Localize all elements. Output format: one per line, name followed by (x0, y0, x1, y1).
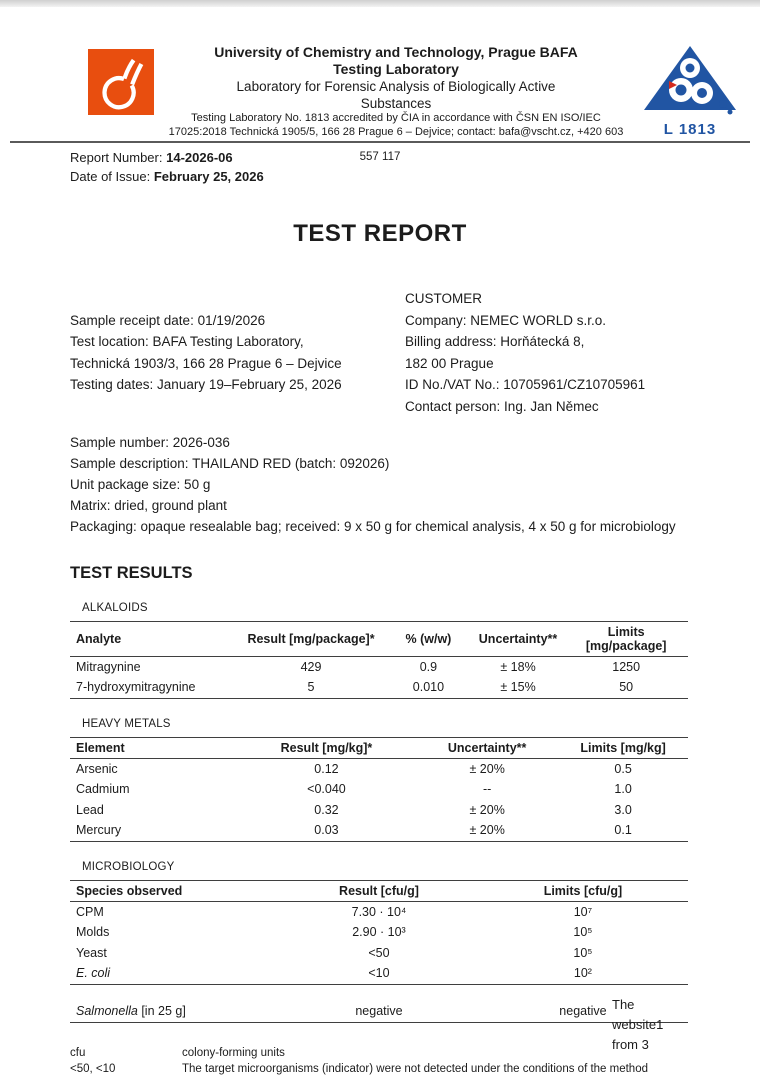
microbiology-table (70, 880, 688, 985)
org-name-line1: University of Chemistry and Technology, Prague BAFA (214, 44, 578, 60)
flask-drop-icon (88, 48, 154, 116)
heavy-metals-table (70, 737, 688, 842)
table-row (70, 780, 688, 801)
header-uncertainty: Uncertainty** (416, 738, 558, 759)
cell-species (70, 1001, 280, 1022)
phone-continuation: 557 117 (359, 151, 401, 163)
footnotes (70, 1045, 688, 1075)
cell-species: CPM (76, 904, 104, 919)
report-number-line (70, 148, 760, 167)
document-header (0, 0, 760, 139)
packaging: Packaging: opaque resealable bag; received: 9 x 50 g for chemical analysis, 4 x 50 g for microbiology (70, 519, 676, 534)
cell-limit: 1250 (612, 659, 641, 674)
page-indicator-line3: from 3 (612, 1037, 649, 1052)
header-result: Result [mg/package]* (237, 622, 385, 657)
unit-package-size: Unit package size: 50 g (70, 477, 211, 492)
table-row (70, 964, 688, 985)
section-label-alkaloids: ALKALOIDS (82, 602, 148, 614)
customer-block (405, 288, 688, 417)
cell-uncertainty: ± 20% (469, 761, 505, 776)
sample-description: Sample description: THAILAND RED (batch: 092026) (70, 456, 390, 471)
header-limits: Limits [cfu/g] (478, 881, 688, 902)
header-percent: % (w/w) (385, 622, 472, 657)
cell-element: Cadmium (76, 782, 130, 796)
cell-limit: 10⁷ (573, 904, 593, 919)
salmonella-qualifier: [in 25 g] (137, 1003, 186, 1018)
footnote-term: cfu (70, 1046, 86, 1059)
report-number-label: Report Number: (70, 150, 163, 165)
cell-species: Yeast (76, 945, 107, 960)
table-row (70, 943, 688, 964)
cell-limit: 3.0 (614, 802, 632, 817)
header-result: Result [cfu/g] (280, 881, 478, 902)
page-indicator-line2: website1 (612, 1017, 664, 1032)
cell-limit: 0.1 (614, 823, 632, 837)
header-analyte: Analyte (70, 622, 237, 657)
testing-dates: Testing dates: January 19–February 25, 2026 (70, 377, 342, 392)
cell-result: 0.03 (314, 823, 339, 837)
cell-element: Arsenic (76, 761, 118, 776)
cell-result: <10 (368, 966, 390, 980)
cell-species: E. coli (76, 966, 111, 980)
cell-limit: 10² (573, 966, 592, 980)
info-columns (70, 288, 688, 417)
section-label-microbiology: MICROBIOLOGY (82, 861, 175, 873)
test-location-line2: Technická 1903/3, 166 28 Prague 6 – Dejvice (70, 355, 342, 371)
table-header-row (70, 738, 688, 759)
report-meta (0, 143, 760, 186)
header-uncertainty: Uncertainty** (472, 622, 565, 657)
table-row (70, 800, 688, 821)
cell-result: 429 (300, 659, 322, 674)
uct-prague-logo (88, 48, 158, 121)
footnote-row (70, 1045, 688, 1061)
org-name-line2: Testing Laboratory (333, 61, 459, 77)
cell-result: <0.040 (307, 782, 346, 796)
table-row (70, 1001, 688, 1022)
table-row (70, 902, 688, 923)
salmonella-table (70, 1001, 688, 1023)
department-line1: Laboratory for Forensic Analysis of Biologically Active (236, 79, 556, 94)
customer-vat: ID No./VAT No.: 10705961/CZ10705961 (405, 377, 646, 392)
customer-contact: Contact person: Ing. Jan Němec (405, 398, 599, 414)
footnote-row (70, 1061, 688, 1075)
table-row (70, 821, 688, 842)
customer-company: Company: NEMEC WORLD s.r.o. (405, 312, 607, 328)
accreditation-line1: Testing Laboratory No. 1813 accredited by ČIA in accordance with ČSN EN ISO/IEC (191, 112, 601, 124)
cell-result: 5 (307, 680, 315, 694)
test-info-block (70, 288, 405, 417)
cell-uncertainty: ± 15% (500, 680, 536, 694)
table-header-row (70, 881, 688, 902)
cia-triangle-icon (640, 44, 740, 118)
header-element: Element (70, 738, 237, 759)
salmonella-species: Salmonella (76, 1003, 138, 1018)
cell-element: Mercury (76, 823, 122, 837)
cell-limit: 10⁵ (573, 945, 593, 960)
cell-result: negative (355, 1003, 403, 1018)
table-row (70, 657, 688, 678)
sample-number: Sample number: 2026-036 (70, 435, 230, 450)
page-title: TEST REPORT (293, 220, 467, 247)
scan-edge (0, 0, 760, 7)
cell-result: 0.12 (314, 761, 339, 776)
cell-result: 0.32 (314, 802, 339, 817)
footnote-definition: colony-forming units (182, 1046, 285, 1059)
cell-result: 7.30 · 10⁴ (351, 904, 407, 919)
issue-date-line (70, 167, 760, 186)
accreditation-line2: 17025:2018 Technická 1905/5, 166 28 Prague 6 – Dejvice; contact: bafa@vscht.cz, +420 603 (168, 125, 624, 138)
table-header-row (70, 622, 688, 657)
table-row (70, 678, 688, 699)
sample-receipt-date: Sample receipt date: 01/19/2026 (70, 312, 266, 328)
issue-date-value: February 25, 2026 (153, 169, 264, 184)
accreditation-number: L 1813 (663, 121, 717, 138)
cell-uncertainty: ± 18% (500, 659, 536, 674)
cell-uncertainty: ± 20% (469, 823, 505, 837)
header-species: Species observed (70, 881, 280, 902)
customer-heading: CUSTOMER (405, 291, 483, 306)
document-body (0, 288, 760, 1075)
page-indicator (612, 995, 663, 1055)
header-text-block (158, 44, 634, 139)
cell-uncertainty: -- (482, 782, 492, 796)
cell-limit: 1.0 (614, 782, 632, 796)
footnote-definition: The target microorganisms (indicator) were not detected under the conditions of the method (182, 1062, 648, 1075)
cell-analyte: Mitragynine (76, 659, 141, 674)
cell-element: Lead (76, 802, 104, 817)
header-limits: Limits [mg/kg] (558, 738, 688, 759)
cell-limit: negative (559, 1003, 607, 1018)
table-row (70, 759, 688, 780)
cell-species: Molds (76, 925, 110, 939)
report-number-value: 14-2026-06 (166, 150, 233, 165)
cell-percent: 0.9 (419, 659, 438, 674)
header-limits: Limits [mg/package] (564, 622, 688, 657)
table-row (70, 923, 688, 944)
customer-address-line2: 182 00 Prague (405, 355, 494, 371)
cell-result: <50 (368, 945, 390, 960)
issue-date-label: Date of Issue: (70, 169, 151, 184)
cell-analyte: 7-hydroxymitragynine (76, 680, 196, 694)
cell-percent: 0.010 (412, 680, 445, 694)
customer-address-line1: Billing address: Horňátecká 8, (405, 334, 585, 349)
section-label-heavy-metals: HEAVY METALS (82, 718, 171, 730)
results-heading: TEST RESULTS (70, 564, 193, 582)
cia-accreditation-logo (634, 44, 746, 137)
alkaloids-table (70, 621, 688, 699)
cell-limit: 10⁵ (573, 925, 593, 939)
test-location-line1: Test location: BAFA Testing Laboratory, (70, 334, 304, 349)
cell-limit: 50 (619, 680, 634, 694)
cell-uncertainty: ± 20% (469, 802, 505, 817)
department-line2: Substances (360, 96, 432, 111)
header-result: Result [mg/kg]* (237, 738, 416, 759)
page-indicator-line1: The (612, 997, 635, 1012)
matrix: Matrix: dried, ground plant (70, 498, 227, 513)
sample-info-block (70, 432, 688, 537)
footnote-term: <50, <10 (70, 1062, 116, 1075)
cell-limit: 0.5 (614, 761, 632, 776)
cell-result: 2.90 · 10³ (352, 925, 406, 939)
